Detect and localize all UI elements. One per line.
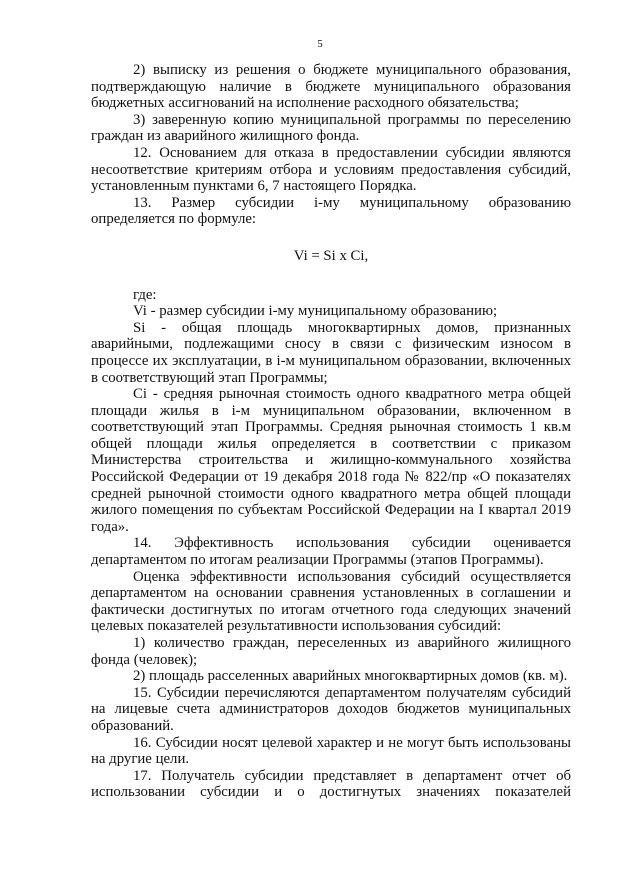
paragraph-efficiency-assessment: Оценка эффективности использования субсидий осуществляется департаментом на основании сравнения установленных в соглашении и фактически достигнутых по итогам отчетного года следующих значений целевых показателей результативности использования субсидий: (91, 568, 571, 635)
page-number: 5 (317, 38, 323, 50)
formula: Vi = Si x Ci, (293, 247, 369, 264)
definition-ci: Ci - средняя рыночная стоимость одного квадратного метра общей площади жилья в i-м муниципальном образовании, включенном в соответствующий этап Программы. Средняя рыночная стоимость 1 кв.м общей площади жилья определяется в соответствии с приказом Министерства строительства и жилищно-коммунального хозяйства Российской Федерации от 19 декабря 2018 года № 822/пр «О показателях средней рыночной стоимости одного квадратного метра общей площади жилого помещения по субъектам Российской Федерации на I квартал 2019 года». (91, 386, 571, 535)
formula-where: где: (133, 286, 157, 303)
paragraph-section-12: 12. Основанием для отказа в предоставлении субсидии являются несоответствие критериям отбора и условиям предоставления субсидий, установленным пунктами 6, 7 настоящего Порядка. (91, 144, 571, 195)
paragraph-section-13: 13. Размер субсидии i-му муниципальному образованию определяется по формуле: (91, 194, 571, 228)
indicator-item-1: 1) количество граждан, переселенных из аварийного жилищного фонда (человек); (91, 635, 571, 668)
paragraph-item-3: 3) заверенную копию муниципальной программы по переселению граждан из аварийного жилищного фонда. (91, 111, 571, 145)
paragraph-section-17: 17. Получатель субсидии представляет в департамент отчет об использовании субсидии и о достигнутых значениях показателей (91, 767, 571, 801)
indicator-item-2: 2) площадь расселенных аварийных многоквартирных домов (кв. м). (133, 668, 568, 685)
paragraph-item-2: 2) выписку из решения о бюджете муниципального образования, подтверждающую наличие в бюджете муниципального образования бюджетных ассигнований на исполнение расходного обязательства; (91, 62, 571, 112)
document-body (91, 62, 571, 801)
paragraph-section-16: 16. Субсидии носят целевой характер и не могут быть использованы на другие цели. (91, 734, 571, 768)
paragraph-section-14: 14. Эффективность использования субсидии оценивается департаментом по итогам реализации Программы (этапов Программы). (91, 535, 571, 569)
paragraph-section-15: 15. Субсидии перечисляются департаментом получателям субсидий на лицевые счета администраторов доходов бюджетов муниципальных образований. (91, 684, 571, 734)
definition-si: Si - общая площадь многоквартирных домов, признанных аварийными, подлежащими сносу в связи с физическим износом в процессе их эксплуатации, в i-м муниципальном образовании, включенных в соответствующий этап Программы; (91, 319, 571, 386)
definition-vi: Vi - размер субсидии i-му муниципальному образованию; (133, 303, 498, 320)
